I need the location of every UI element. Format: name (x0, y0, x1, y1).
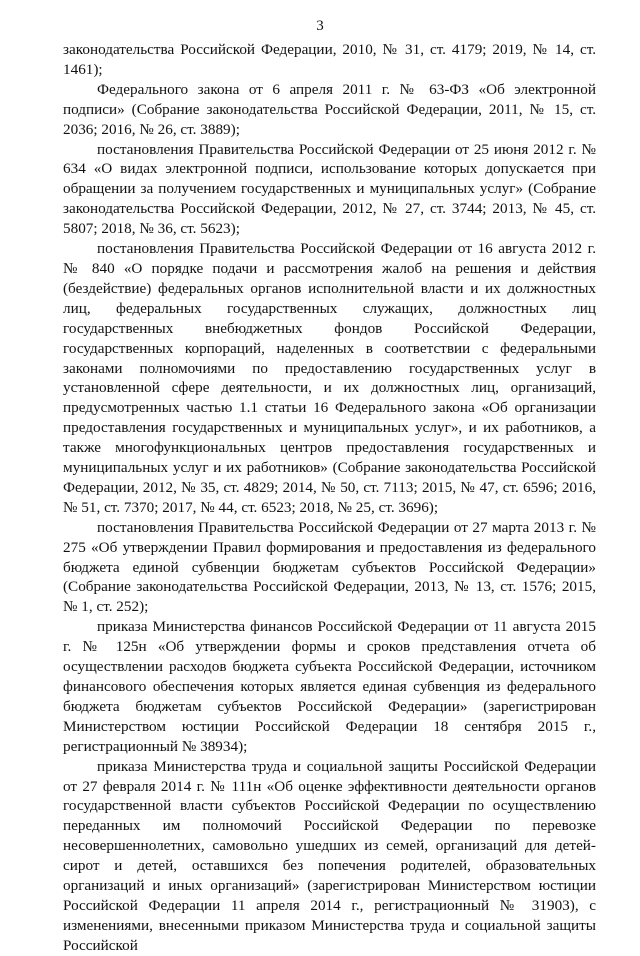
document-body (63, 40, 596, 956)
paragraph-resolution-275: постановления Правительства Российской Федерации от 27 марта 2013 г. № 275 «Об утверждении Правил формирования и предоставления из федерального бюджета единой субвенции бюджетам субъектов Российской Федерации» (Собрание законодательства Российской Федерации, 2013, № 13, ст. 1576; 2015, № 1, ст. 252); (63, 518, 596, 616)
paragraph-resolution-634: постановления Правительства Российской Федерации от 25 июня 2012 г. № 634 «О видах электронной подписи, использование которых допускается при обращении за получением государственных и муниципальных услуг» (Собрание законодательства Российской Федерации, 2012, № 27, ст. 3744; 2013, № 45, ст. 5807; 2018, № 36, ст. 5623); (63, 140, 596, 238)
paragraph-resolution-840: постановления Правительства Российской Федерации от 16 августа 2012 г. № 840 «О порядке подачи и рассмотрения жалоб на решения и действия (бездействие) федеральных органов исполнительной власти и их должностных лиц, федеральных государственных служащих, должностных лиц государственных внебюджетных фондов Российской Федерации, государственных корпораций, наделенных в соответствии с федеральными законами полномочиями по предоставлению государственных услуг в установленной сфере деятельности, и их должностных лиц, организаций, предусмотренных частью 1.1 статьи 16 Федерального закона «Об организации предоставления государственных и муниципальных услуг», и их работников, а также многофункциональных центров предоставления государственных и муниципальных услуг и их работников» (Собрание законодательства Российской Федерации, 2012, № 35, ст. 4829; 2014, № 50, ст. 7113; 2015, № 47, ст. 6596; 2016, № 51, ст. 7370; 2017, № 44, ст. 6523; 2018, № 25, ст. 3696); (63, 240, 596, 516)
page-number: 3 (316, 18, 324, 34)
paragraph-order-125n: приказа Министерства финансов Российской Федерации от 11 августа 2015 г. № 125н «Об утверждении формы и сроков представления отчета об осуществлении расходов бюджета субъекта Российской Федерации, источником финансового обеспечения которых является единая субвенция из федерального бюджета бюджетам субъектов Российской Федерации» (зарегистрирован Министерством юстиции Российской Федерации 18 сентября 2015 г., регистрационный № 38934); (63, 618, 596, 755)
paragraph-continuation: законодательства Российской Федерации, 2010, № 31, ст. 4179; 2019, № 14, ст. 1461); (63, 41, 596, 78)
paragraph-order-111n: приказа Министерства труда и социальной защиты Российской Федерации от 27 февраля 2014 г. № 111н «Об оценке эффективности деятельности органов государственной власти субъектов Российской Федерации по осуществлению переданных им полномочий Российской Федерации по перевозке несовершеннолетних, самовольно ушедших из семей, организаций для детей-сирот и детей, оставшихся без попечения родителей, образовательных организаций и иных организаций» (зарегистрирован Министерством юстиции Российской Федерации 11 апреля 2014 г., регистрационный № 31903), с изменениями, внесенными приказом Министерства труда и социальной защиты Российской (63, 757, 596, 954)
paragraph-federal-law-63fz: Федерального закона от 6 апреля 2011 г. № 63-ФЗ «Об электронной подписи» (Собрание законодательства Российской Федерации, 2011, № 15, ст. 2036; 2016, № 26, ст. 3889); (63, 80, 596, 138)
